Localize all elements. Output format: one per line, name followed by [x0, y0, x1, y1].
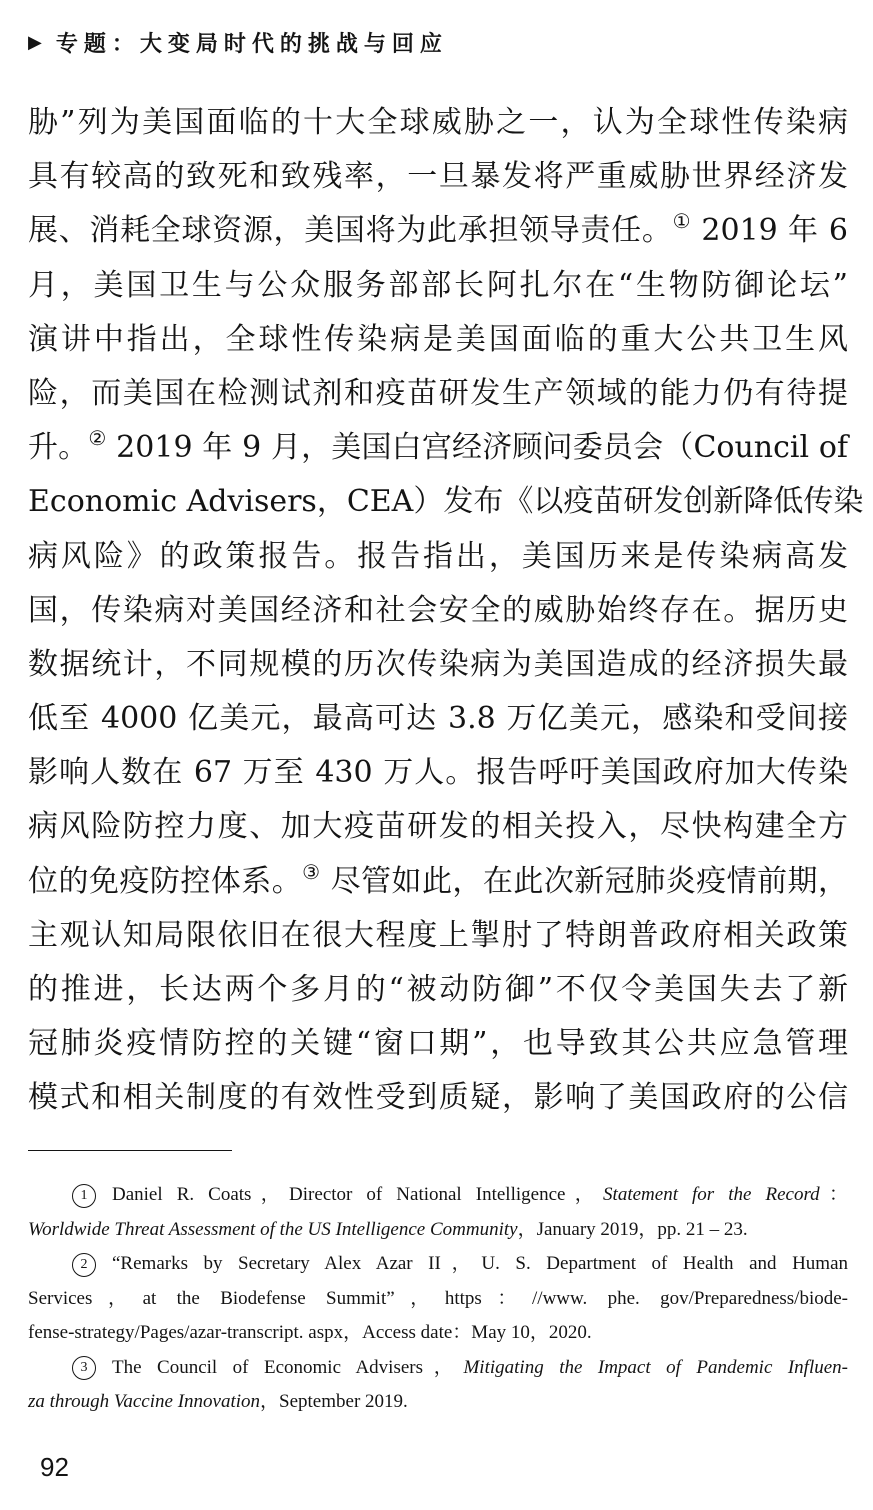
footnote-reference[interactable]: ①	[672, 209, 692, 234]
footnote-reference[interactable]: ②	[88, 426, 107, 451]
body-line-text: 病风险》的政策报告。报告指出，美国历来是传染病高发	[28, 538, 848, 574]
footnote-text: ：	[819, 1184, 848, 1205]
body-line	[28, 584, 848, 638]
body-line	[28, 855, 848, 909]
footnote-text: fense-strategy/Pages/azar-transcript. aspx，Access date：May 10，2020.	[28, 1322, 592, 1343]
page-number: 92	[40, 1452, 69, 1482]
body-line-text: 险，而美国在检测试剂和疫苗研发生产领域的能力仍有待提	[28, 375, 848, 411]
footnote-reference[interactable]: ③	[302, 859, 321, 884]
body-line-text: 位的免疫防控体系。	[28, 863, 303, 899]
body-line-text: 病风险防控力度、加大疫苗研发的相关投入，尽快构建全方	[28, 809, 848, 845]
footnote-text: “Remarks by Secretary Alex Azar II，U. S. Department of Health and Human	[112, 1253, 848, 1274]
footnote-separator	[28, 1150, 232, 1151]
footnote-text: The Council of Economic Advisers，	[112, 1356, 464, 1378]
body-line-text: 影响人数在 67 万至 430 万人。报告呼吁美国政府加大传染	[28, 755, 848, 791]
footnote-line	[28, 1178, 848, 1213]
body-line	[28, 530, 848, 584]
body-line	[28, 909, 848, 963]
body-line-text: 具有较高的致死和致残率，一旦暴发将严重威胁世界经济发	[28, 159, 848, 195]
running-header	[28, 26, 448, 58]
body-line	[28, 313, 848, 367]
running-header-title: 专题：大变局时代的挑战与回应	[55, 31, 448, 57]
footnote-marker: 3	[72, 1356, 96, 1380]
body-line	[28, 746, 848, 800]
footnote-title-text: Statement for the Record	[603, 1184, 820, 1205]
body-line-text: 2019 年 6	[691, 213, 849, 249]
body-line-text: 胁”列为美国面临的十大全球威胁之一，认为全球性传染病	[28, 105, 848, 140]
body-line-text: 低至 4000 亿美元，最高可达 3.8 万亿美元，感染和受间接	[28, 701, 848, 737]
body-line	[28, 421, 848, 475]
body-line-text: 月，美国卫生与公众服务部部长阿扎尔在“生物防御论坛”	[28, 267, 848, 303]
body-line	[28, 475, 864, 529]
body-line	[28, 96, 848, 150]
body-line-text: 模式和相关制度的有效性受到质疑，影响了美国政府的公信	[28, 1080, 848, 1116]
body-line	[28, 800, 848, 854]
footnote-text: Services，at the Biodefense Summit”，https：//www. phe. gov/Preparedness/biode-	[28, 1287, 848, 1309]
footnote-line	[28, 1351, 848, 1386]
footnote-text: ，September 2019.	[260, 1391, 408, 1412]
footnotes	[28, 1178, 848, 1420]
body-line-text: 国，传染病对美国经济和社会安全的威胁始终存在。据历史	[28, 592, 848, 628]
footnote-line	[28, 1247, 848, 1282]
body-line-text: 主观认知局限依旧在很大程度上掣肘了特朗普政府相关政策	[28, 917, 848, 953]
body-line	[28, 638, 848, 692]
footnote-line	[28, 1282, 848, 1317]
body-line-text: 2019 年 9 月，美国白宫经济顾问委员会（Council of	[106, 430, 848, 466]
footnote-text: ，January 2019，pp. 21 – 23.	[517, 1218, 748, 1240]
body-line	[28, 692, 848, 746]
body-line-text: 数据统计，不同规模的历次传染病为美国造成的经济损失最	[28, 646, 848, 682]
footnote-line	[28, 1316, 848, 1351]
body-line-text: 的推进，长达两个多月的“被动防御”不仅令美国失去了新	[28, 972, 848, 1007]
body-line	[28, 204, 848, 258]
body-line-text: 演讲中指出，全球性传染病是美国面临的重大公共卫生风	[28, 321, 848, 357]
footnote-text: Daniel R. Coats，Director of National Intelligence，	[112, 1184, 604, 1205]
body-line	[28, 963, 848, 1017]
triangle-marker-icon: ▶	[28, 31, 42, 53]
body-line	[28, 1017, 848, 1071]
body-line-text: 冠肺炎疫情防控的关键“窗口期”，也导致其公共应急管理	[28, 1026, 848, 1062]
body-line-text: 升。	[28, 430, 89, 466]
body-line-text: Economic Advisers，CEA）发布《以疫苗研发创新降低传染	[28, 484, 864, 520]
footnote-title-text: Mitigating the Impact of Pandemic Influen-	[463, 1356, 849, 1378]
footnote-marker: 1	[72, 1184, 96, 1208]
body-line-text: 尽管如此，在此次新冠肺炎疫情前期，	[320, 863, 848, 899]
footnote-line	[28, 1213, 848, 1248]
body-line	[28, 150, 848, 204]
body-line-text: 展、消耗全球资源，美国将为此承担领导责任。	[28, 213, 673, 249]
body-line	[28, 367, 848, 421]
footnote-title-text: za through Vaccine Innovation	[28, 1391, 261, 1412]
footnote-title-text: Worldwide Threat Assessment of the US Intelligence Community	[28, 1218, 518, 1240]
body-line	[28, 1071, 848, 1125]
body-text	[28, 96, 864, 1126]
body-line	[28, 259, 848, 313]
footnote-marker: 2	[72, 1253, 96, 1277]
footnote-line	[28, 1385, 848, 1420]
